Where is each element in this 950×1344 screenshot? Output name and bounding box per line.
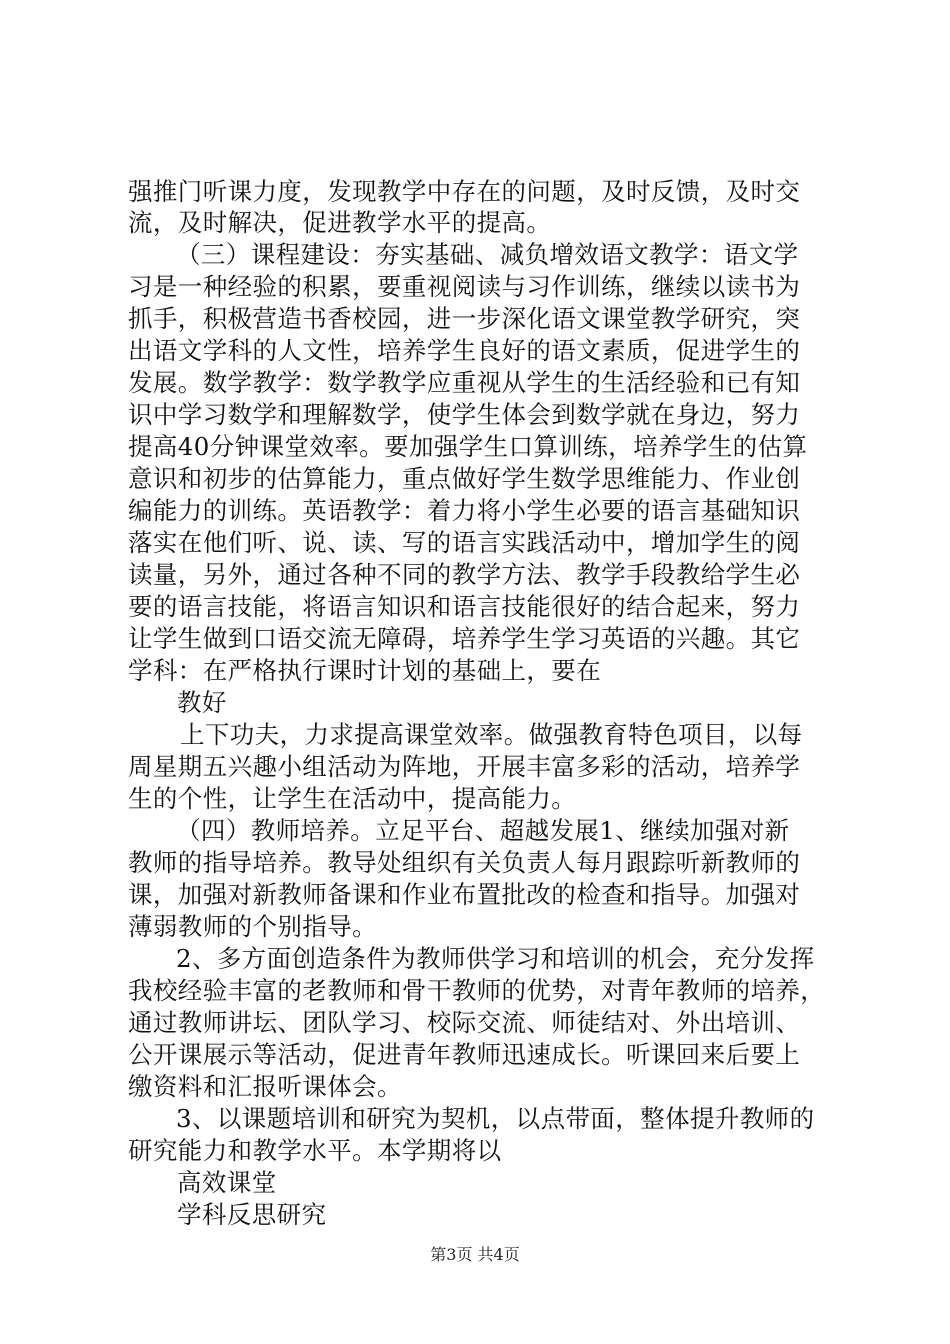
page-number-footer: 第3页 共4页: [430, 1245, 520, 1264]
text-line: 流，及时解决，促进教学水平的提高。: [128, 208, 552, 237]
text-line: 薄弱教师的个别指导。: [128, 912, 377, 941]
text-line: 发展。数学教学：数学教学应重视从学生的生活经验和已有知: [128, 368, 801, 397]
text-line: 意识和初步的估算能力，重点做好学生数学思维能力、作业创: [128, 464, 801, 493]
text-line: 周星期五兴趣小组活动为阵地，开展丰富多彩的活动，培养学: [128, 752, 801, 781]
text-line: 2、多方面创造条件为教师供学习和培训的机会，充分发挥: [176, 944, 815, 973]
text-line: 教好: [177, 688, 227, 717]
text-line: 课，加强对新教师备课和作业布置批改的检查和指导。加强对: [128, 880, 801, 909]
text-line: 学科：在严格执行课时计划的基础上，要在: [128, 656, 602, 685]
text-line: 公开课展示等活动，促进青年教师迅速成长。听课回来后要上: [128, 1040, 801, 1069]
text-line: （三）课程建设：夯实基础、减负增效语文教学：语文学: [176, 240, 799, 269]
text-line: 出语文学科的人文性，培养学生良好的语文素质，促进学生的: [128, 336, 801, 365]
text-line: 落实在他们听、说、读、写的语言实践活动中，增加学生的阅: [128, 528, 801, 557]
text-line: 抓手，积极营造书香校园，进一步深化语文课堂教学研究，突: [128, 304, 801, 333]
text-line: （四）教师培养。立足平台、超越发展1、继续加强对新: [176, 816, 790, 845]
text-line: 缴资料和汇报听课体会。: [128, 1072, 402, 1101]
text-line: 上下功夫，力求提高课堂效率。做强教育特色项目，以每: [180, 720, 803, 749]
text-line: 强推门听课力度，发现教学中存在的问题，及时反馈，及时交: [128, 177, 801, 206]
text-line: 提高40分钟课堂效率。要加强学生口算训练，培养学生的估算: [128, 432, 808, 461]
text-line: 学科反思研究: [177, 1200, 327, 1229]
text-line: 通过教师讲坛、团队学习、校际交流、师徒结对、外出培训、: [128, 1008, 801, 1037]
text-line: 我校经验丰富的老教师和骨干教师的优势，对青年教师的培养，: [128, 976, 826, 1005]
text-line: 研究能力和教学水平。本学期将以: [128, 1136, 502, 1165]
text-line: 读量，另外，通过各种不同的教学方法、教学手段教给学生必: [128, 560, 801, 589]
text-line: 要的语言技能，将语言知识和语言技能很好的结合起来，努力: [128, 592, 801, 621]
text-line: 生的个性，让学生在活动中，提高能力。: [128, 784, 577, 813]
text-line: 习是一种经验的积累，要重视阅读与习作训练，继续以读书为: [128, 272, 801, 301]
text-line: 识中学习数学和理解数学，使学生体会到数学就在身边，努力: [128, 400, 801, 429]
text-line: 教师的指导培养。教导处组织有关负责人每月跟踪听新教师的: [128, 848, 801, 877]
text-line: 3、以课题培训和研究为契机，以点带面，整体提升教师的: [176, 1104, 815, 1133]
text-line: 让学生做到口语交流无障碍，培养学生学习英语的兴趣。其它: [128, 624, 801, 653]
text-line: 高效课堂: [177, 1168, 277, 1197]
text-line: 编能力的训练。英语教学：着力将小学生必要的语言基础知识: [128, 496, 801, 525]
